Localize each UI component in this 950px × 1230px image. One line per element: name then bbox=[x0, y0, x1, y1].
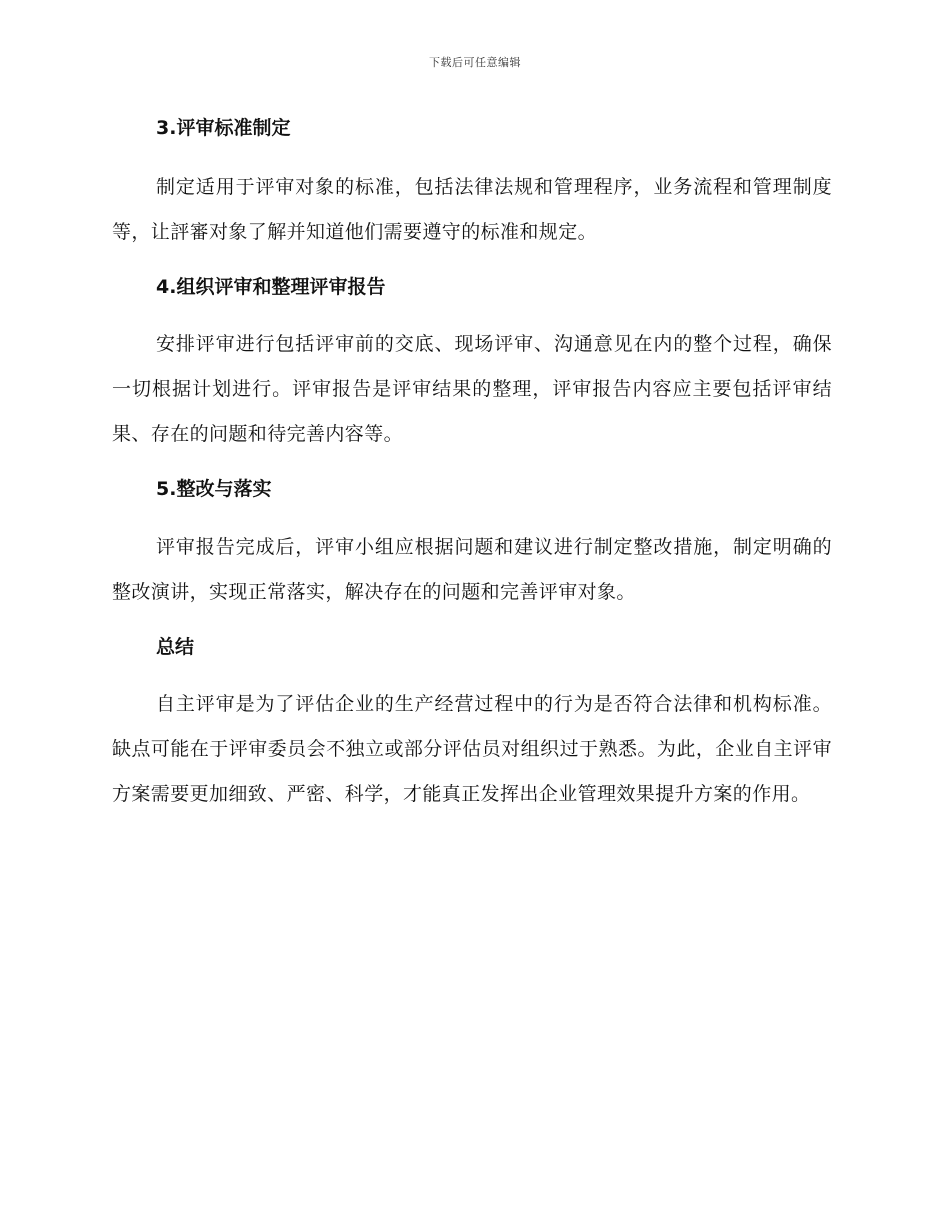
section-heading-rectification: 5.整改与落实 bbox=[156, 478, 272, 500]
section-heading-summary: 总结 bbox=[156, 636, 195, 658]
section-paragraph-rectification: 评审报告完成后，评审小组应根据问题和建议进行制定整改措施，制定明确的整改演讲，实现正常落实，解决存在的问题和完善评审对象。 bbox=[112, 536, 832, 603]
section-heading-standards: 3.评审标准制定 bbox=[156, 117, 291, 139]
section-heading-organize-review: 4.组织评审和整理评审报告 bbox=[156, 276, 386, 298]
section-paragraph-summary: 自主评审是为了评估企业的生产经营过程中的行为是否符合法律和机构标准。缺点可能在于评审委员会不独立或部分评估员对组织过于熟悉。为此，企业自主评审方案需要更加细致、严密、科学，才能真正发挥出企业管理效果提升方案的作用。 bbox=[112, 693, 832, 805]
header-note: 下载后可任意编辑 bbox=[429, 56, 521, 69]
document-body bbox=[112, 110, 832, 817]
section-paragraph-standards: 制定适用于评审对象的标准，包括法律法规和管理程序，业务流程和管理制度等，让評審对象了解并知道他们需要遵守的标准和规定。 bbox=[112, 176, 832, 243]
section-paragraph-organize-review: 安排评审进行包括评审前的交底、现场评审、沟通意见在内的整个过程，确保一切根据计划进行。评审报告是评审结果的整理，评审报告内容应主要包括评审结果、存在的问题和待完善内容等。 bbox=[112, 333, 832, 445]
